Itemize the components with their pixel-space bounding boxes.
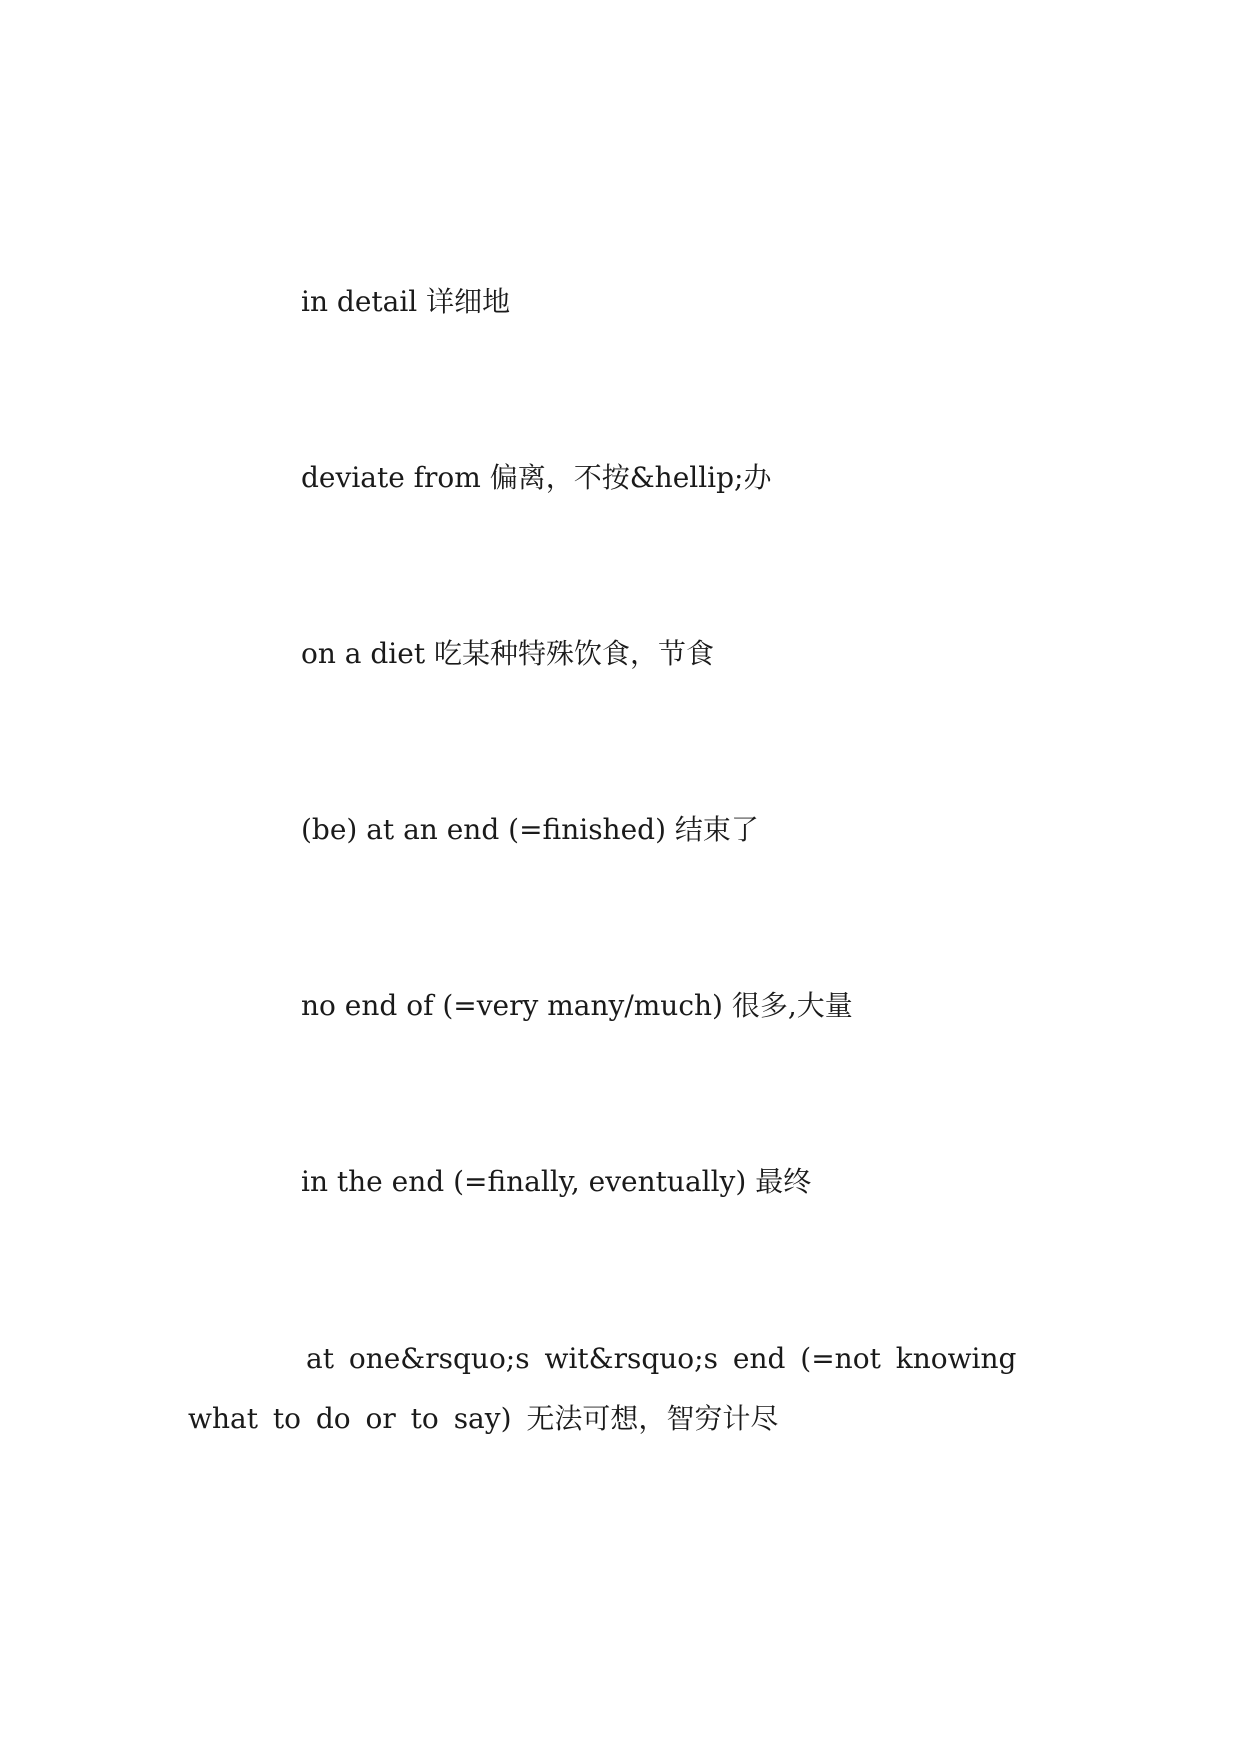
phrase-entry-in-the-end: in the end (=finally, eventually) 最终 (301, 1165, 812, 1198)
phrase-entry-no-end-of: no end of (=very many/much) 很多,大量 (301, 989, 853, 1022)
phrase-entry-in-detail: in detail 详细地 (301, 285, 511, 318)
phrase-entry-deviate-from: deviate from 偏离，不按&hellip;办 (301, 461, 772, 494)
phrase-entry-at-an-end: (be) at an end (=finished) 结束了 (301, 813, 759, 846)
phrase-entry-on-a-diet: on a diet 吃某种特殊饮食，节食 (301, 637, 714, 670)
phrase-entry-wits-end: at one&rsquo;s wit&rsquo;s end (=not knowing what to do or to say) 无法可想，智穷计尽 (188, 1342, 1017, 1435)
